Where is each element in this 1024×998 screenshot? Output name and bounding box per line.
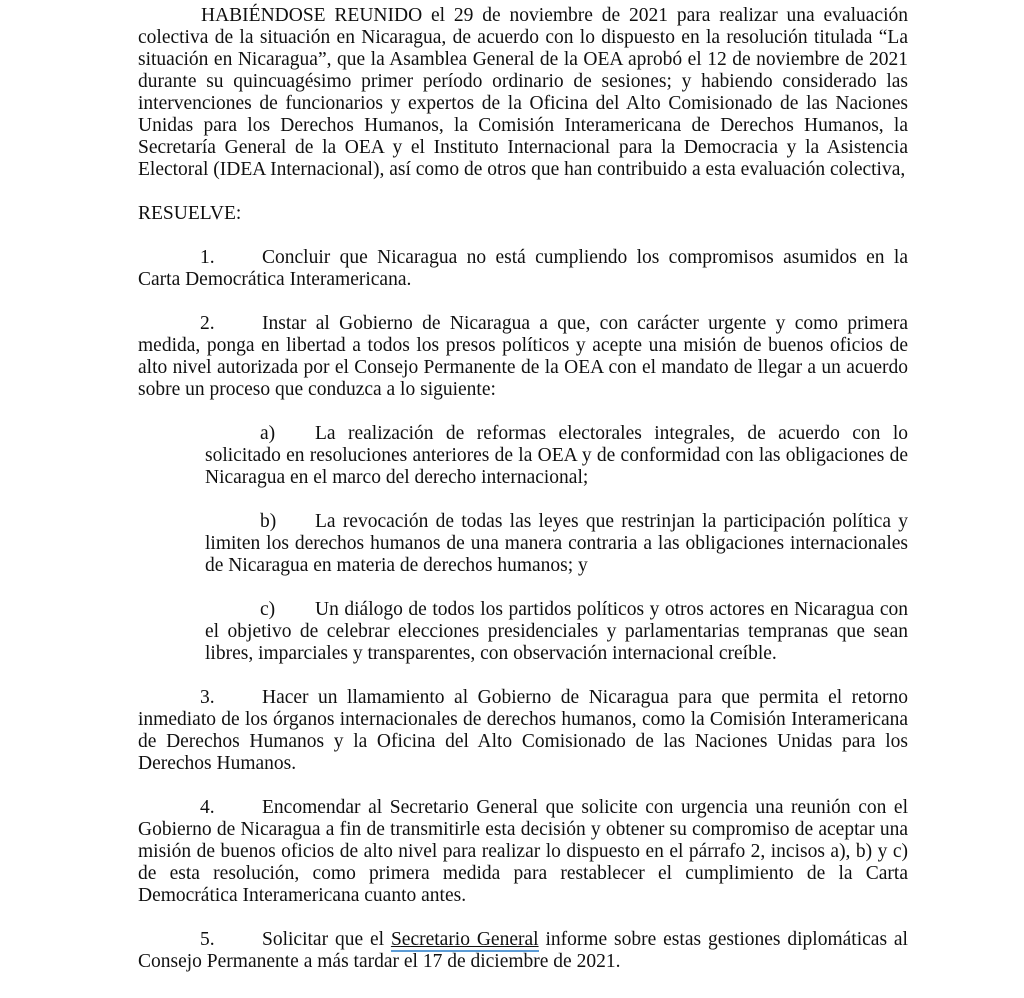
subitem-c-letter: c) [260, 599, 276, 620]
secretario-general-link[interactable]: Secretario General [390, 929, 539, 950]
item-5-number: 5. [200, 929, 215, 950]
resolution-item-3 [138, 687, 908, 775]
item-2-text: Instar al Gobierno de Nicaragua a que, con carácter urgente y como primera medida, ponga en libertad a todos los presos políticos y acepte una misión de buenos oficios de alto nivel autorizada por el Consejo Permanente de la OEA con el mandato de llegar a un acuerdo sobre un proceso que conduzca a lo siguiente: [138, 313, 908, 400]
item-1-text: Concluir que Nicaragua no está cumpliendo los compromisos asumidos en la Carta Democrática Interamericana. [138, 247, 908, 290]
resolve-heading: RESUELVE: [138, 203, 242, 224]
item-3-number: 3. [200, 687, 215, 708]
resolution-item-5 [138, 929, 908, 973]
resolution-subitem-a [205, 423, 908, 489]
item-4-text: Encomendar al Secretario General que solicite con urgencia una reunión con el Gobierno de Nicaragua a fin de transmitirle esta decisión y obtener su compromiso de aceptar una misión de buenos oficios de alto nivel para realizar lo dispuesto en el párrafo 2, incisos a), b) y c) de esta resolución, como primera medida para restablecer el cumplimiento de la Carta Democrática Interamericana cuanto antes. [138, 797, 908, 906]
resolution-item-2 [138, 313, 908, 401]
subitem-a-letter: a) [260, 423, 276, 444]
item-5-text-before: Solicitar que el [262, 929, 391, 950]
item-1-number: 1. [200, 247, 215, 268]
subitem-a-text: La realización de reformas electorales integrales, de acuerdo con lo solicitado en resoluciones anteriores de la OEA y de conformidad con las obligaciones de Nicaragua en el marco del derecho internacional; [205, 423, 908, 488]
subitem-b-text: La revocación de todas las leyes que restrinjan la participación política y limiten los derechos humanos de una manera contraria a las obligaciones internacionales de Nicaragua en materia de derechos humanos; y [205, 511, 908, 576]
resolution-item-1 [138, 247, 908, 291]
subitem-b-letter: b) [260, 511, 277, 532]
item-2-number: 2. [200, 313, 215, 334]
preamble-paragraph: HABIÉNDOSE REUNIDO el 29 de noviembre de 2021 para realizar una evaluación colectiva de la situación en Nicaragua, de acuerdo con lo dispuesto en la resolución titulada “La situación en Nicaragua”, que la Asamblea General de la OEA aprobó el 12 de noviembre de 2021 durante su quincuagésimo primer período ordinario de sesiones; y habiendo considerado las intervenciones de funcionarios y expertos de la Oficina del Alto Comisionado de las Naciones Unidas para los Derechos Humanos, la Comisión Interamericana de Derechos Humanos, la Secretaría General de la OEA y el Instituto Internacional para la Democracia y la Asistencia Electoral (IDEA Internacional), así como de otros que han contribuido a esta evaluación colectiva, [138, 5, 908, 180]
subitem-c-text: Un diálogo de todos los partidos políticos y otros actores en Nicaragua con el objetivo de celebrar elecciones presidenciales y parlamentarias tempranas que sean libres, imparciales y transparentes, con observación internacional creíble. [205, 599, 908, 664]
item-5-text-after: informe sobre estas gestiones diplomáticas al Consejo Permanente a más tardar el 17 de diciembre de 2021. [138, 929, 908, 972]
resolution-item-4 [138, 797, 908, 907]
resolution-subitem-b [205, 511, 908, 577]
item-3-text: Hacer un llamamiento al Gobierno de Nicaragua para que permita el retorno inmediato de los órganos internacionales de derechos humanos, como la Comisión Interamericana de Derechos Humanos y la Oficina del Alto Comisionado de las Naciones Unidas para los Derechos Humanos. [138, 687, 908, 774]
resolution-subitem-c [205, 599, 908, 665]
item-4-number: 4. [200, 797, 215, 818]
